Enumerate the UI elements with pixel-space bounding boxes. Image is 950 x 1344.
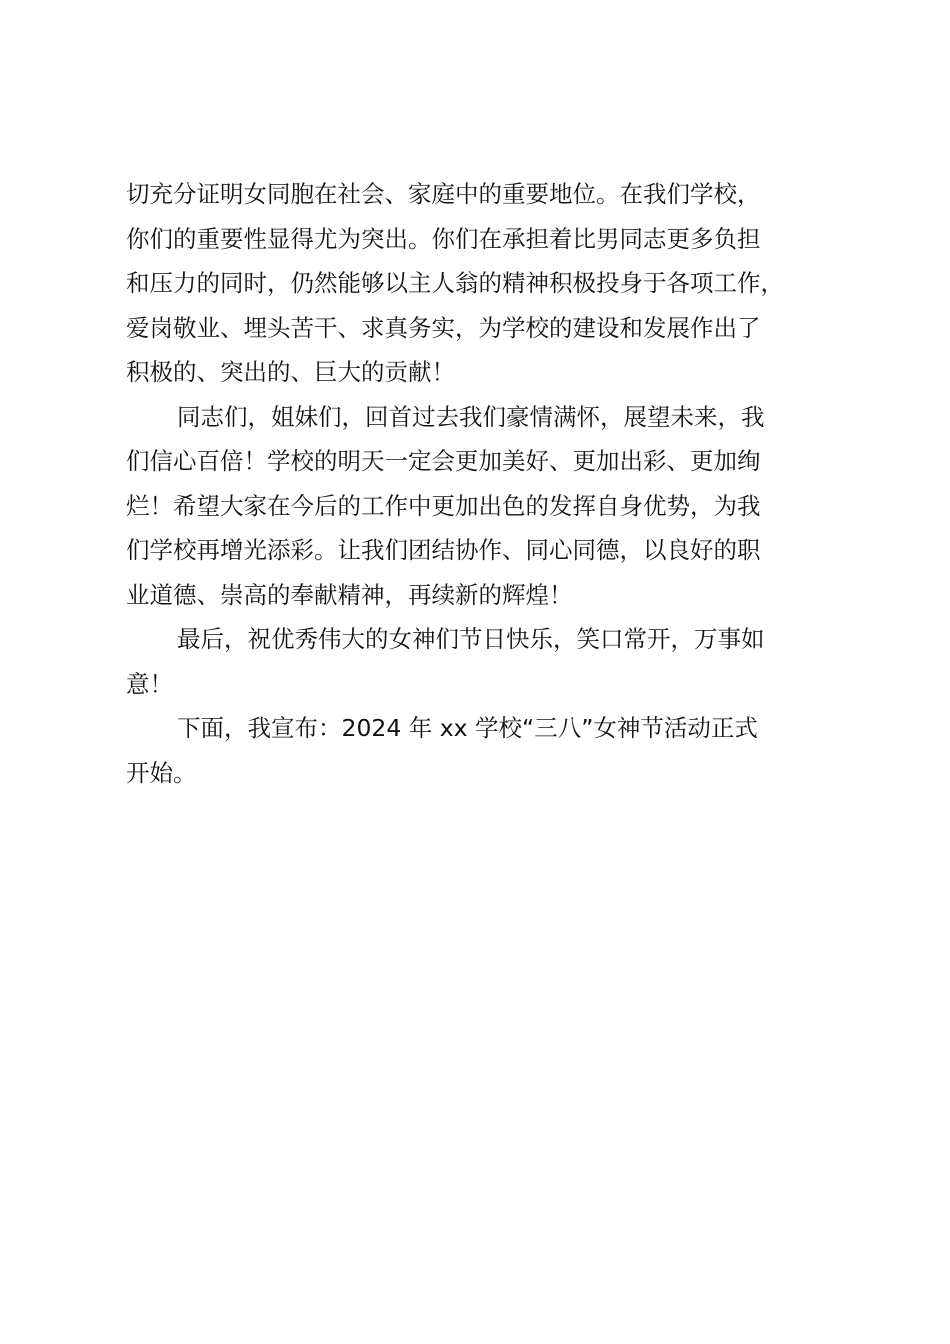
text-line: 开始。 (126, 758, 197, 787)
text-line: 们信心百倍！学校的明天一定会更加美好、更加出彩、更加绚 (126, 447, 761, 475)
text-line: 同志们，姐妹们，回首过去我们豪情满怀，展望未来，我 (177, 402, 765, 431)
paragraph-4 (126, 706, 834, 795)
text-line: 业道德、崇高的奉献精神，再续新的辉煌！ (126, 580, 573, 609)
text-line: 烂！希望大家在今后的工作中更加出色的发挥自身优势，为我 (126, 491, 761, 520)
text-line: 切充分证明女同胞在社会、家庭中的重要地位。在我们学校， (126, 180, 761, 208)
paragraph-1 (126, 172, 834, 395)
text-line: 们学校再增光添彩。让我们团结协作、同心同德，以良好的职 (126, 536, 761, 564)
text-line: 和压力的同时，仍然能够以主人翁的精神积极投身于各项工作， (126, 269, 784, 297)
paragraph-2 (126, 395, 834, 618)
text-line: 下面，我宣布：2024 年 xx 学校“三八”女神节活动正式 (177, 714, 758, 742)
text-line: 积极的、突出的、巨大的贡献！ (126, 358, 455, 386)
text-line: 意！ (126, 669, 173, 698)
text-line: 最后，祝优秀伟大的女神们节日快乐，笑口常开，万事如 (177, 625, 765, 653)
document-body (126, 172, 834, 795)
text-line: 爱岗敬业、埋头苦干、求真务实，为学校的建设和发展作出了 (126, 313, 761, 342)
paragraph-3 (126, 617, 834, 706)
text-line: 你们的重要性显得尤为突出。你们在承担着比男同志更多负担 (126, 224, 761, 253)
